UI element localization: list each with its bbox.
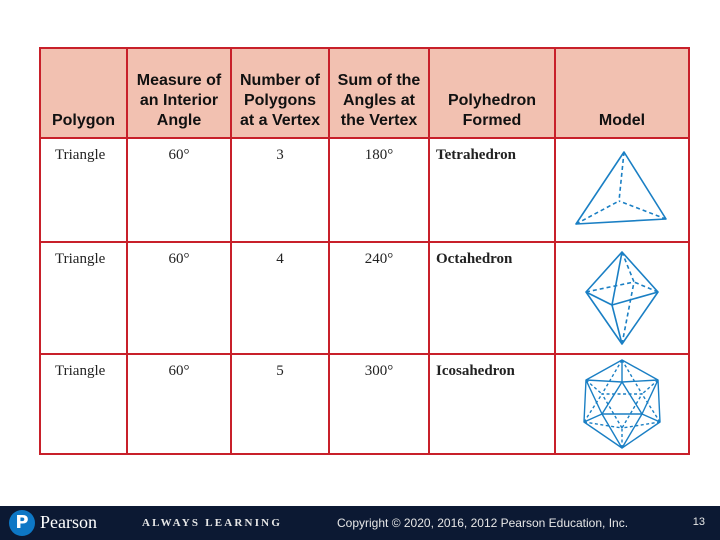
- octahedron-icon: [582, 250, 662, 346]
- cell-angle: 60°: [127, 138, 231, 242]
- cell-polygon: Triangle: [41, 138, 127, 242]
- cell-count: 5: [231, 354, 329, 453]
- cell-angle: 60°: [127, 242, 231, 354]
- cell-model: [555, 138, 688, 242]
- polyhedra-table: [39, 47, 690, 455]
- cell-polygon: Triangle: [41, 242, 127, 354]
- table-row: [41, 138, 688, 242]
- table-row: [41, 354, 688, 453]
- tetrahedron-icon: [572, 149, 672, 231]
- header-interior-angle: Measure of an Interior Angle: [127, 49, 231, 138]
- cell-sum: 180°: [329, 138, 429, 242]
- pearson-logo-icon: [9, 510, 35, 536]
- table-row: [41, 242, 688, 354]
- cell-polygon: Triangle: [41, 354, 127, 453]
- header-polygon: Polygon: [41, 49, 127, 138]
- page-number: 13: [692, 516, 705, 528]
- cell-count: 4: [231, 242, 329, 354]
- cell-model: [555, 354, 688, 453]
- cell-angle: 60°: [127, 354, 231, 453]
- header-angle-sum: Sum of the Angles at the Vertex: [329, 49, 429, 138]
- copyright-text: Copyright © 2020, 2016, 2012 Pearson Education, Inc.: [337, 516, 629, 530]
- cell-polyhedron: Icosahedron: [429, 354, 555, 453]
- cell-polyhedron: Octahedron: [429, 242, 555, 354]
- footer-bar: [0, 506, 720, 540]
- header-row: [41, 49, 688, 138]
- cell-sum: 240°: [329, 242, 429, 354]
- icosahedron-icon: [580, 358, 664, 450]
- logo-letter: P: [15, 512, 29, 533]
- tagline: ALWAYS LEARNING: [142, 517, 283, 529]
- cell-polyhedron: Tetrahedron: [429, 138, 555, 242]
- brand-name: Pearson: [40, 512, 97, 532]
- header-polyhedron: Polyhedron Formed: [429, 49, 555, 138]
- header-model: Model: [555, 49, 688, 138]
- cell-sum: 300°: [329, 354, 429, 453]
- cell-model: [555, 242, 688, 354]
- cell-count: 3: [231, 138, 329, 242]
- header-polygons-at-vertex: Number of Polygons at a Vertex: [231, 49, 329, 138]
